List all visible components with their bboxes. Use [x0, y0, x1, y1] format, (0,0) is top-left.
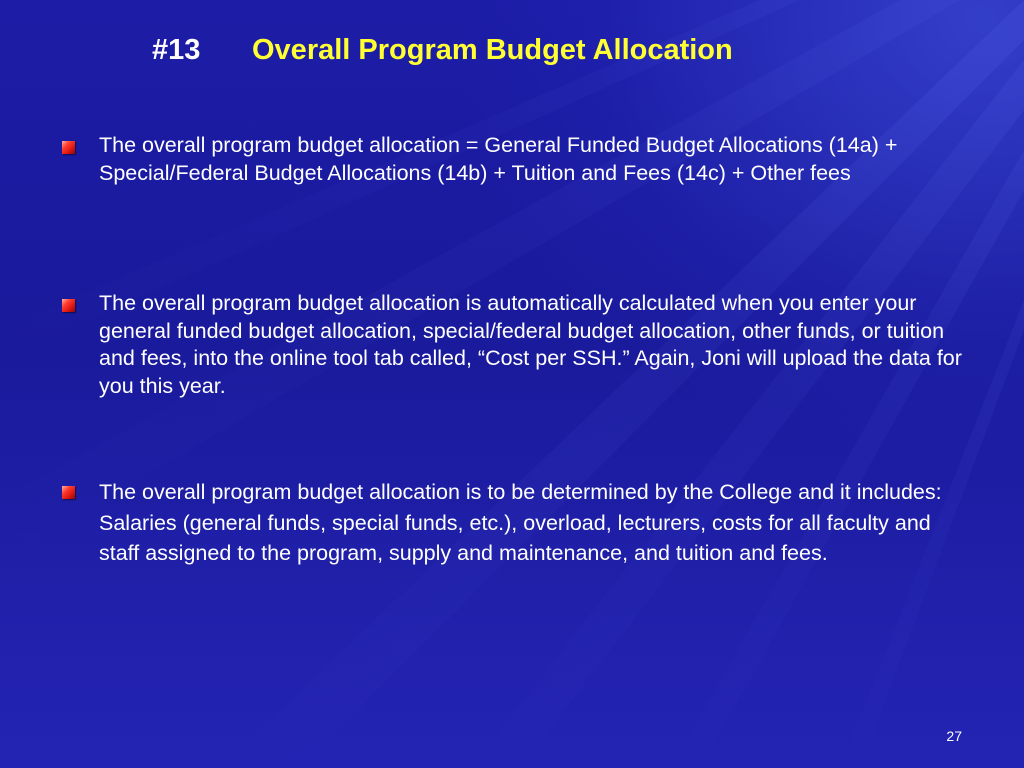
bullet-item: [62, 132, 972, 187]
slide-title: Overall Program Budget Allocation: [252, 34, 733, 66]
bullet-text: The overall program budget allocation is automatically calculated when you enter your general funded budget allocation, special/federal budget allocation, other funds, or tuition and fees, into the online tool tab called, “Cost per SSH.” Again, Joni will upload the data for you this year.: [99, 291, 962, 398]
bullet-text: The overall program budget allocation is to be determined by the College and it includes: Salaries (general funds, special funds, etc.), overload, lecturers, costs for all faculty and staff assigned to the program, supply and maintenance, and tuition and fees.: [99, 480, 942, 565]
bullet-item: [62, 290, 972, 400]
page-number: 27: [946, 728, 962, 744]
slide-header: [152, 28, 912, 72]
bullet-text: The overall program budget allocation = General Funded Budget Allocations (14a) + Special/Federal Budget Allocations (14b) + Tuition and Fees (14c) + Other fees: [99, 133, 898, 185]
bullet-item: [62, 477, 972, 569]
red-square-bullet-icon: [62, 299, 75, 312]
slide-number: #13: [152, 34, 201, 66]
red-square-bullet-icon: [62, 486, 75, 499]
red-square-bullet-icon: [62, 141, 75, 154]
